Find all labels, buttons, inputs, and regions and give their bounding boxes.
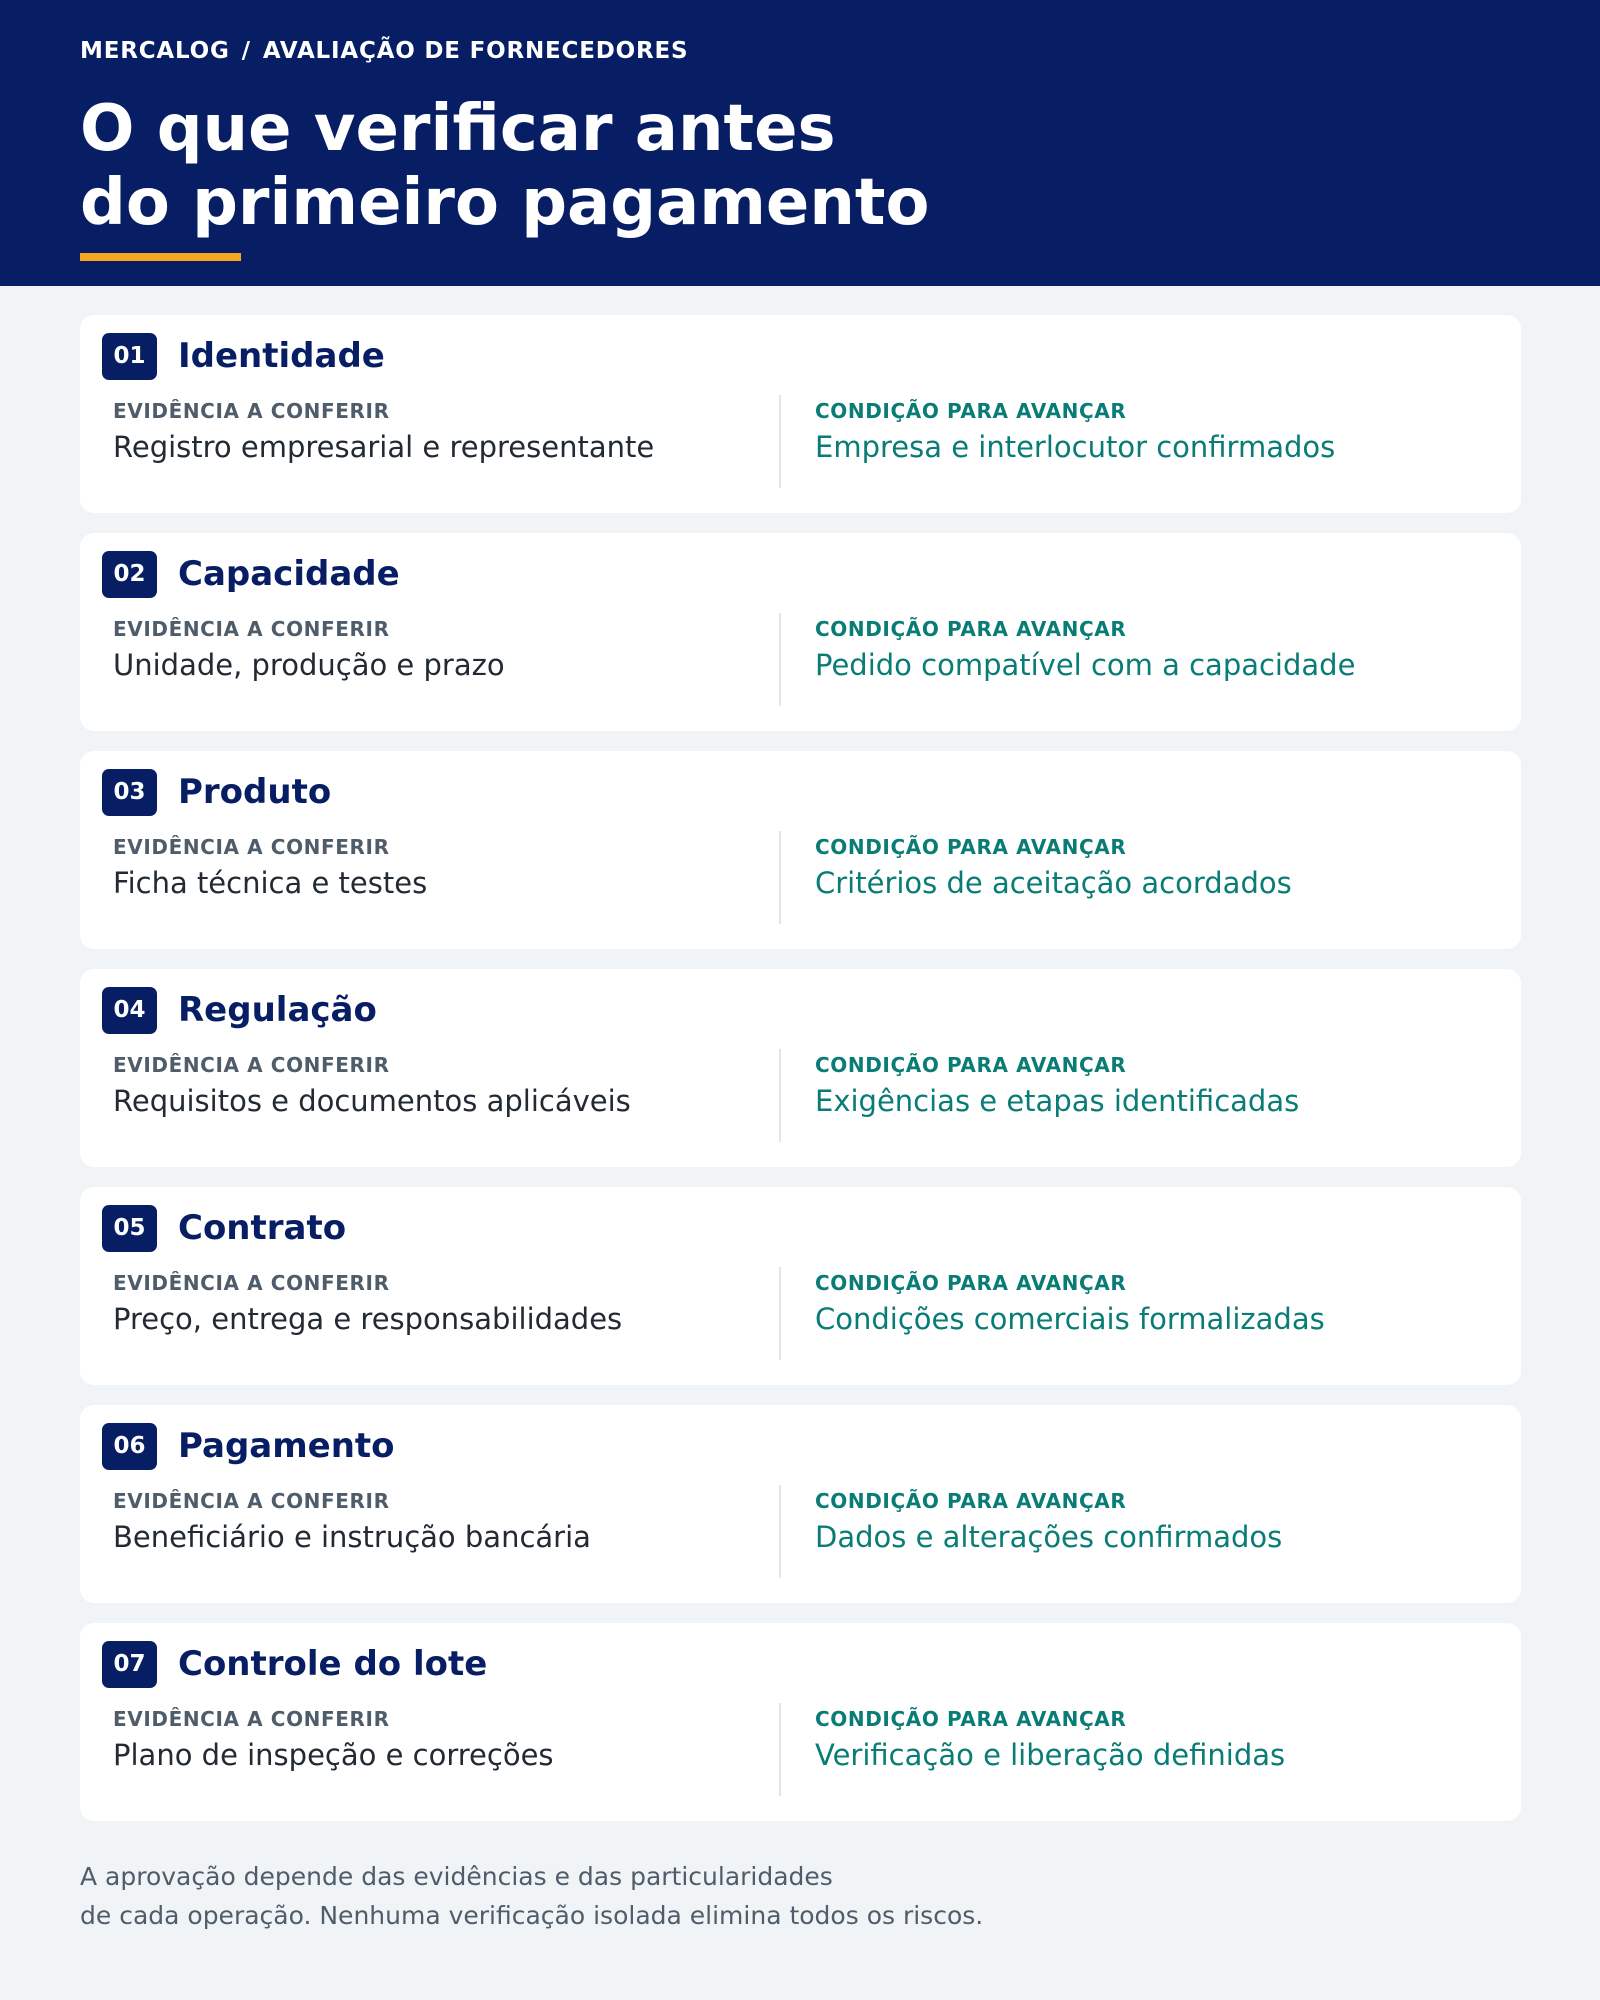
evidence-label: EVIDÊNCIA A CONFERIR: [113, 399, 390, 423]
condition-label: CONDIÇÃO PARA AVANÇAR: [815, 399, 1127, 423]
checklist-card: [80, 315, 1521, 513]
step-title: Contrato: [178, 1208, 347, 1248]
breadcrumb-separator: /: [241, 38, 251, 64]
step-number-badge: 07: [102, 1641, 157, 1688]
condition-value: Verificação e liberação definidas: [815, 1738, 1286, 1772]
evidence-value: Preço, entrega e responsabilidades: [113, 1302, 623, 1336]
condition-label: CONDIÇÃO PARA AVANÇAR: [815, 1707, 1127, 1731]
condition-label: CONDIÇÃO PARA AVANÇAR: [815, 1053, 1127, 1077]
step-title: Pagamento: [178, 1426, 395, 1466]
condition-value: Empresa e interlocutor confirmados: [815, 430, 1336, 464]
step-title: Identidade: [178, 336, 385, 376]
evidence-value: Ficha técnica e testes: [113, 866, 428, 900]
step-number-badge: 02: [102, 551, 157, 598]
breadcrumb: [80, 38, 688, 64]
breadcrumb-brand: MERCALOG: [80, 38, 230, 64]
step-title: Capacidade: [178, 554, 400, 594]
evidence-label: EVIDÊNCIA A CONFERIR: [113, 1271, 390, 1295]
page-title-line-2: do primeiro pagamento: [80, 166, 930, 240]
evidence-label: EVIDÊNCIA A CONFERIR: [113, 835, 390, 859]
footnote-line-1: A aprovação depende das evidências e das particularidades: [80, 1862, 833, 1891]
condition-label: CONDIÇÃO PARA AVANÇAR: [815, 1489, 1127, 1513]
checklist-card: [80, 1187, 1521, 1385]
step-title: Produto: [178, 772, 332, 812]
step-number-badge: 03: [102, 769, 157, 816]
checklist-card: [80, 533, 1521, 731]
evidence-label: EVIDÊNCIA A CONFERIR: [113, 1489, 390, 1513]
footnote: [80, 1857, 983, 1935]
column-divider: [779, 1703, 781, 1796]
condition-value: Pedido compatível com a capacidade: [815, 648, 1356, 682]
column-divider: [779, 831, 781, 924]
checklist-card: [80, 1623, 1521, 1821]
checklist-card: [80, 1405, 1521, 1603]
condition-value: Condições comerciais formalizadas: [815, 1302, 1325, 1336]
checklist: [80, 315, 1521, 1841]
footnote-line-2: de cada operação. Nenhuma verificação isolada elimina todos os riscos.: [80, 1901, 984, 1930]
column-divider: [779, 1049, 781, 1142]
page-header: [0, 0, 1600, 286]
step-number-badge: 01: [102, 333, 157, 380]
step-number-badge: 06: [102, 1423, 157, 1470]
condition-value: Exigências e etapas identificadas: [815, 1084, 1300, 1118]
page-title: [80, 92, 929, 240]
page-title-line-1: O que verificar antes: [80, 92, 836, 166]
condition-value: Critérios de aceitação acordados: [815, 866, 1292, 900]
column-divider: [779, 1485, 781, 1578]
evidence-value: Beneficiário e instrução bancária: [113, 1520, 591, 1554]
evidence-value: Plano de inspeção e correções: [113, 1738, 554, 1772]
evidence-value: Unidade, produção e prazo: [113, 648, 505, 682]
step-number-badge: 04: [102, 987, 157, 1034]
column-divider: [779, 395, 781, 488]
condition-label: CONDIÇÃO PARA AVANÇAR: [815, 1271, 1127, 1295]
condition-value: Dados e alterações confirmados: [815, 1520, 1283, 1554]
condition-label: CONDIÇÃO PARA AVANÇAR: [815, 835, 1127, 859]
step-number-badge: 05: [102, 1205, 157, 1252]
title-accent-bar: [80, 253, 241, 261]
checklist-card: [80, 969, 1521, 1167]
evidence-value: Registro empresarial e representante: [113, 430, 655, 464]
column-divider: [779, 613, 781, 706]
column-divider: [779, 1267, 781, 1360]
breadcrumb-section: AVALIAÇÃO DE FORNECEDORES: [262, 38, 689, 64]
evidence-label: EVIDÊNCIA A CONFERIR: [113, 617, 390, 641]
evidence-label: EVIDÊNCIA A CONFERIR: [113, 1707, 390, 1731]
checklist-card: [80, 751, 1521, 949]
step-title: Controle do lote: [178, 1644, 488, 1684]
evidence-value: Requisitos e documentos aplicáveis: [113, 1084, 631, 1118]
evidence-label: EVIDÊNCIA A CONFERIR: [113, 1053, 390, 1077]
condition-label: CONDIÇÃO PARA AVANÇAR: [815, 617, 1127, 641]
step-title: Regulação: [178, 990, 377, 1030]
